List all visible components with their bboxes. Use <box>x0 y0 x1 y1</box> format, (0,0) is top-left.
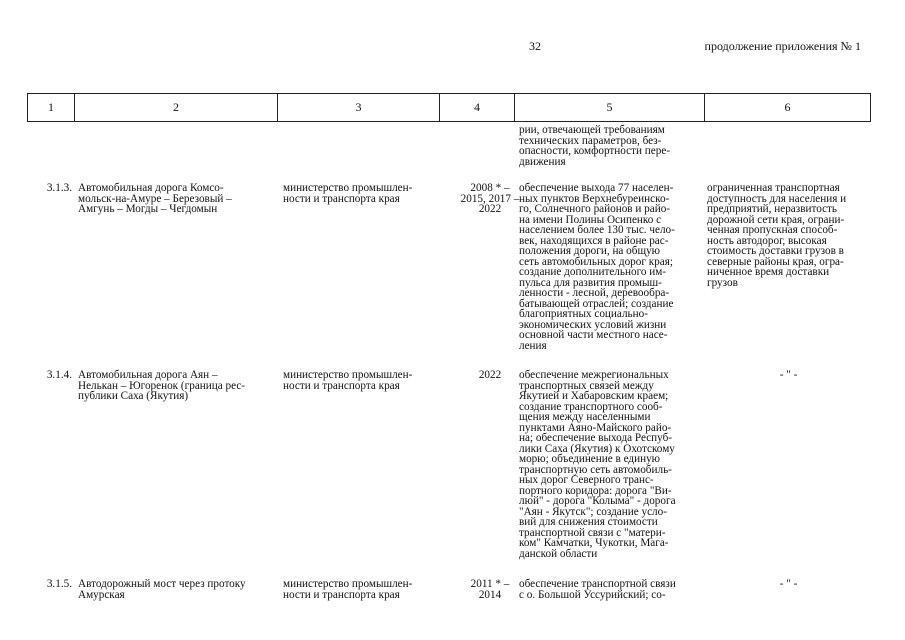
row-purpose: обеспечение выхода 77 населен- ных пунктов Верхнебуреинско- го, Солнечного районов и райо- на имени Полины Осипенко с населением более 130 тыс. чело- век, находящихся в районе рас- положения дороги, на общую сеть автомобильных дорог края; создание дополнительного им- пульса для развития промыш- ленности - лесной, деревообра- батывающей отраслей; создание благоприятных социально- экономических условий жизни основной части местного насе- ления <box>519 182 675 352</box>
carryover-purpose: рии, отвечающей требованиям технических параметров, без- опасности, комфортности пере- движения <box>519 124 671 168</box>
row-period: 2008 * – 2015, 2017 – 2022 <box>460 182 520 215</box>
column-header-4: 4 <box>440 94 515 122</box>
row-purpose: обеспечение транспортной связи с о. Большой Уссурийский; со- <box>519 578 676 601</box>
page-number: 32 <box>529 39 541 53</box>
column-header-5: 5 <box>515 94 705 122</box>
row-period: 2022 <box>478 369 502 381</box>
row-number: 3.1.5. <box>46 578 72 590</box>
column-header-6: 6 <box>705 94 871 122</box>
row-effect: ограниченная транспортная доступность для населения и предприятий, неразвитость дорожной сети края, ограни- ченная пропускная способ- ность автодорог, высокая стоимость доставки грузов в северные районы края, огра- ниченное время доставки грузов <box>707 182 847 289</box>
row-number: 3.1.4. <box>46 369 72 381</box>
row-name: Автомобильная дорога Комсо- мольск-на-Амуре – Березовый – Амгунь – Могды – Чегдомын <box>78 182 232 215</box>
row-effect: - " - <box>779 369 798 381</box>
column-header-row <box>28 94 871 122</box>
column-header-table <box>27 93 871 122</box>
row-name: Автодорожный мост через протоку Амурская <box>78 578 246 601</box>
column-header-3: 3 <box>278 94 440 122</box>
row-executor: министерство промышлен- ности и транспорта края <box>283 369 413 392</box>
page-note: продолжение приложения № 1 <box>704 39 861 53</box>
row-effect: - " - <box>779 578 798 590</box>
column-header-2: 2 <box>75 94 278 122</box>
row-purpose: обеспечение межрегиональных транспортных связей между Якутией и Хабаровским краем; создание транспортного сооб- щения между населенными пунктами Аяно-Майского райо- на; обеспечение выхода Респуб- лики Саха (Якутия) к Охотскому морю; объединение в единую транспортную сеть автомобиль- ных дорог Северного транс- портного коридора: дорога "Ви- люй" - дорога "Колыма" - дорога "Аян - Якутск"; создание усло- вий для снижения стоимости транспортной связи с "матери- ком" Камчатки, Чукотки, Мага- данской области <box>519 369 676 560</box>
row-name: Автомобильная дорога Аян – Нелькан – Югоренок (граница рес- публики Саха (Якутия) <box>78 369 246 402</box>
column-header-1: 1 <box>28 94 75 122</box>
row-period: 2011 * – 2014 <box>470 578 510 601</box>
row-executor: министерство промышлен- ности и транспорта края <box>283 578 413 601</box>
row-number: 3.1.3. <box>46 182 72 194</box>
row-executor: министерство промышлен- ности и транспорта края <box>283 182 413 205</box>
